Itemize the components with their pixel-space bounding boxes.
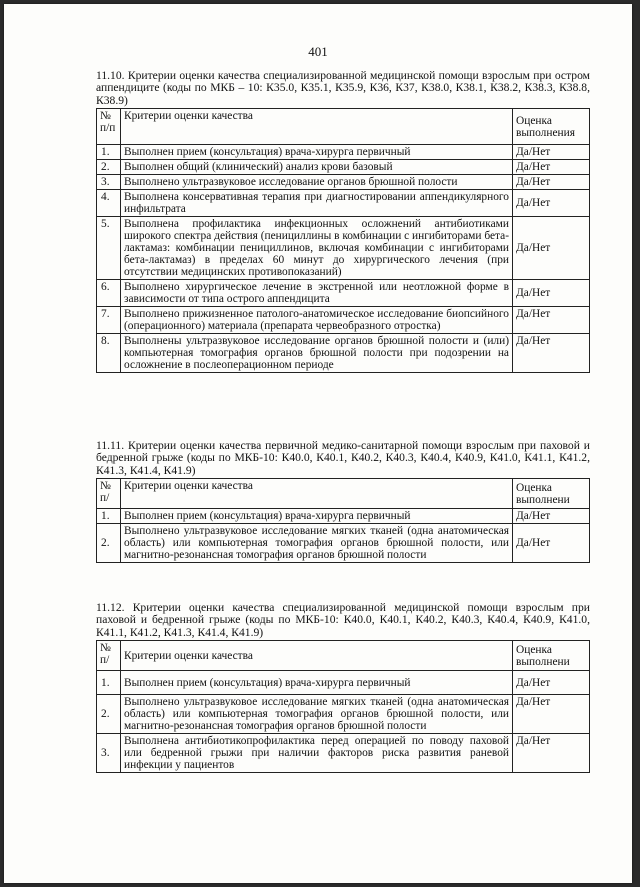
row-text: Выполнен общий (клинический) анализ крови базовый <box>121 160 513 175</box>
row-score: Да/Нет <box>513 695 590 734</box>
row-score: Да/Нет <box>513 160 590 175</box>
row-text: Выполнена антибиотикопрофилактика перед операцией по поводу паховой или бедренной грыжи при наличии факторов риска развития раневой инфекции у пациентов <box>121 734 513 773</box>
row-num: 3. <box>97 734 121 773</box>
row-num: 2. <box>97 160 121 175</box>
header-num: № п/ <box>97 641 121 671</box>
table-header-row <box>97 641 590 671</box>
header-criteria: Критерии оценки качества <box>121 641 513 671</box>
criteria-table <box>96 640 590 773</box>
row-text: Выполнена профилактика инфекционных осложнений антибиотиками широкого спектра действия (пенициллины в комбинации с ингибиторами бета-лактамаз: комбинации пенициллинов, включая комбинации с ингибиторами бета-лактамаз) в пределах 60 минут до хирургического лечения (при отсутствии медицинских противопоказаний) <box>121 217 513 280</box>
row-num: 2. <box>97 695 121 734</box>
row-score: Да/Нет <box>513 217 590 280</box>
header-score: Оценка выполнени <box>513 641 590 671</box>
row-num: 8. <box>97 334 121 373</box>
row-num: 7. <box>97 307 121 334</box>
row-score: Да/Нет <box>513 509 590 524</box>
row-num: 1. <box>97 509 121 524</box>
table-row <box>97 175 590 190</box>
section-11-10 <box>96 70 590 373</box>
table-row <box>97 695 590 734</box>
row-text: Выполнена консервативная терапия при диагностировании аппендикулярного инфильтрата <box>121 190 513 217</box>
section-11-12 <box>96 602 590 773</box>
row-num: 1. <box>97 671 121 695</box>
table-row <box>97 160 590 175</box>
criteria-table <box>96 478 590 563</box>
section-title: 11.12. Критерии оценки качества специализированной медицинской помощи взрослым при паховой и бедренной грыже (коды по МКБ-10: К40.0, К40.1, К40.2, К40.3, К40.4, К40.9, К41.0, К41.1, К41.2, К41.3, К41.4, К41.9) <box>96 601 590 639</box>
table-row <box>97 671 590 695</box>
row-score: Да/Нет <box>513 734 590 773</box>
row-num: 6. <box>97 280 121 307</box>
table-header-row <box>97 109 590 145</box>
row-text: Выполнено ультразвуковое исследование органов брюшной полости <box>121 175 513 190</box>
row-score: Да/Нет <box>513 190 590 217</box>
header-criteria: Критерии оценки качества <box>121 479 513 509</box>
page-number: 401 <box>308 44 328 59</box>
section-title: 11.11. Критерии оценки качества первичной медико-санитарной помощи взрослым при паховой и бедренной грыже (коды по МКБ-10: К40.0, К40.1, К40.2, К40.3, К40.4, К40.9, К41.0, К41.1, К41.2, К41.3, К41.4, К41.9) <box>96 439 590 477</box>
section-11-11 <box>96 440 590 563</box>
row-score: Да/Нет <box>513 307 590 334</box>
header-score: Оценка выполнени <box>513 479 590 509</box>
row-score: Да/Нет <box>513 671 590 695</box>
header-num: № п/ <box>97 479 121 509</box>
row-text: Выполнен прием (консультация) врача-хирурга первичный <box>121 671 513 695</box>
row-text: Выполнено ультразвуковое исследование мягких тканей (одна анатомическая область) или компьютерная томография органов брюшной полости, или магнитно-резонансная томография органов брюшной полости <box>121 695 513 734</box>
header-score: Оценка выполнения <box>513 109 590 145</box>
header-num: № п/п <box>97 109 121 145</box>
table-row <box>97 334 590 373</box>
table-row <box>97 280 590 307</box>
row-score: Да/Нет <box>513 280 590 307</box>
table-row <box>97 509 590 524</box>
row-score: Да/Нет <box>513 145 590 160</box>
table-row <box>97 734 590 773</box>
table-header-row <box>97 479 590 509</box>
row-num: 1. <box>97 145 121 160</box>
row-score: Да/Нет <box>513 175 590 190</box>
criteria-table <box>96 108 590 373</box>
table-row <box>97 307 590 334</box>
row-text: Выполнены ультразвуковое исследование органов брюшной полости и (или) компьютерная томография органов брюшной полости при подозрении на осложнение в послеоперационном периоде <box>121 334 513 373</box>
document-page <box>4 4 632 883</box>
table-row <box>97 190 590 217</box>
row-score: Да/Нет <box>513 524 590 563</box>
row-num: 5. <box>97 217 121 280</box>
row-score: Да/Нет <box>513 334 590 373</box>
row-num: 3. <box>97 175 121 190</box>
table-row <box>97 217 590 280</box>
table-row <box>97 145 590 160</box>
row-text: Выполнено прижизненное патолого-анатомическое исследование биопсийного (операционного) материала (препарата червеобразного отростка) <box>121 307 513 334</box>
header-criteria: Критерии оценки качества <box>121 109 513 145</box>
row-text: Выполнен прием (консультация) врача-хирурга первичный <box>121 145 513 160</box>
section-title: 11.10. Критерии оценки качества специализированной медицинской помощи взрослым при остром аппендиците (коды по МКБ – 10: К35.0, К35.1, К35.9, К36, К37, К38.0, К38.1, К38.2, К38.3, К38.8, К38.9) <box>96 69 590 107</box>
row-text: Выполнено ультразвуковое исследование мягких тканей (одна анатомическая область) или компьютерная томография органов брюшной полости, или магнитно-резонансная томография органов брюшной полости <box>121 524 513 563</box>
table-row <box>97 524 590 563</box>
row-num: 2. <box>97 524 121 563</box>
row-text: Выполнен прием (консультация) врача-хирурга первичный <box>121 509 513 524</box>
row-text: Выполнено хирургическое лечение в экстренной или неотложной форме в зависимости от типа острого аппендицита <box>121 280 513 307</box>
row-num: 4. <box>97 190 121 217</box>
